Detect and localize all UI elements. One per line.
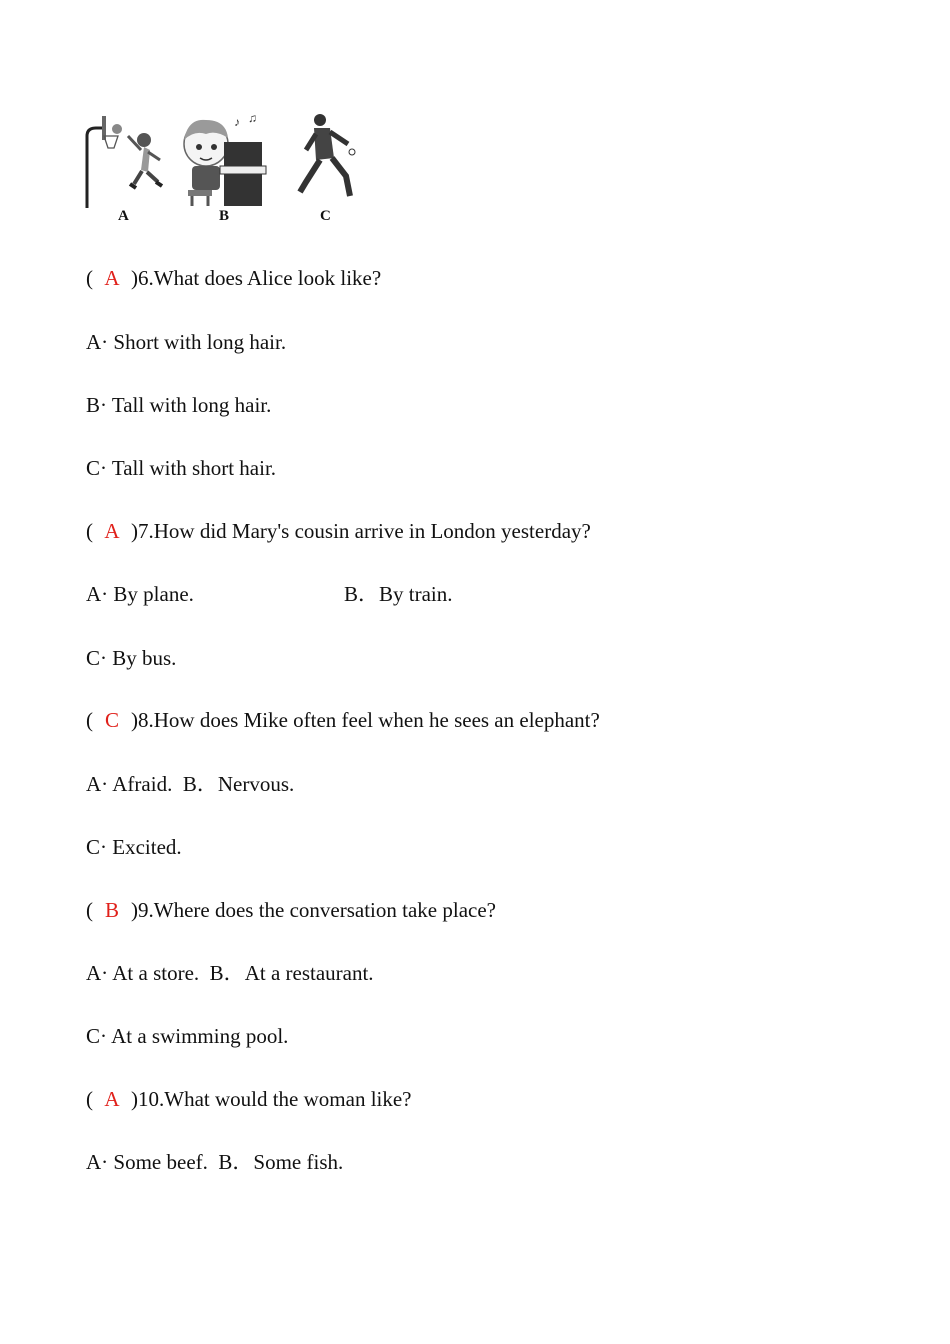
option-label: A· [86,1150,109,1174]
question-6-text: )6.What does Alice look like? [131,266,382,290]
question-8 [86,707,600,733]
option-7b [344,581,453,607]
option-text: Short with long hair. [113,330,287,354]
basketball-player-icon [87,116,162,208]
question-8-text: )8.How does Mike often feel when he sees an elephant? [131,708,600,732]
picture-options [84,110,374,230]
option-label: A· [86,582,109,606]
picture-label-a: A [118,208,129,224]
picture-label-c: C [320,208,331,224]
option-text: Excited. [112,835,182,859]
option-10ab [86,1149,343,1175]
answer-8: C [104,708,119,732]
answer-10: A [104,1087,120,1111]
pictures [84,110,374,210]
option-text: Some fish. [253,1150,344,1174]
option-text: By train. [379,582,453,606]
option-text: Nervous. [217,772,295,796]
question-9-text: )9.Where does the conversation take place? [131,898,496,922]
option-7c [86,645,176,671]
option-label: C· [86,456,107,480]
question-10-text: )10.What would the woman like? [131,1087,412,1111]
option-label: B· [86,393,107,417]
option-text: Some beef. [113,1150,208,1174]
option-7a [86,581,194,607]
open-paren: ( [86,266,93,290]
option-label: B． [218,1150,254,1174]
option-text: At a swimming pool. [111,1024,289,1048]
open-paren: ( [86,708,93,732]
option-text: By plane. [113,582,194,606]
svg-text:♫: ♫ [248,111,257,125]
option-6b [86,392,271,418]
option-label: A· [86,772,109,796]
option-label: C· [86,835,107,859]
option-label: B． [182,772,218,796]
question-6 [86,265,381,291]
option-label: B． [209,961,245,985]
question-7 [86,518,591,544]
baseball-pitcher-icon [300,114,355,196]
answer-6: A [104,266,120,290]
option-8c [86,834,182,860]
option-text: Afraid. [112,772,173,796]
option-label: A· [86,961,109,985]
option-text: At a restaurant. [244,961,374,985]
option-6a [86,329,286,355]
question-7-text: )7.How did Mary's cousin arrive in London yesterday? [131,519,591,543]
picture-label-b: B [219,208,230,224]
option-label: C· [86,1024,107,1048]
question-10 [86,1086,412,1112]
answer-7: A [104,519,120,543]
open-paren: ( [86,898,93,922]
option-label: C· [86,646,107,670]
option-6c [86,455,276,481]
boy-playing-piano-icon [184,111,266,206]
option-label: A· [86,330,109,354]
option-9c [86,1023,288,1049]
option-9ab [86,960,374,986]
open-paren: ( [86,519,93,543]
option-label: B． [344,582,380,606]
question-9 [86,897,496,923]
answer-9: B [104,898,119,922]
option-8ab [86,771,294,797]
option-text: At a store. [112,961,200,985]
option-text: Tall with long hair. [111,393,272,417]
open-paren: ( [86,1087,93,1111]
svg-text:♪: ♪ [234,115,240,129]
option-text: Tall with short hair. [111,456,277,480]
option-text: By bus. [112,646,177,670]
